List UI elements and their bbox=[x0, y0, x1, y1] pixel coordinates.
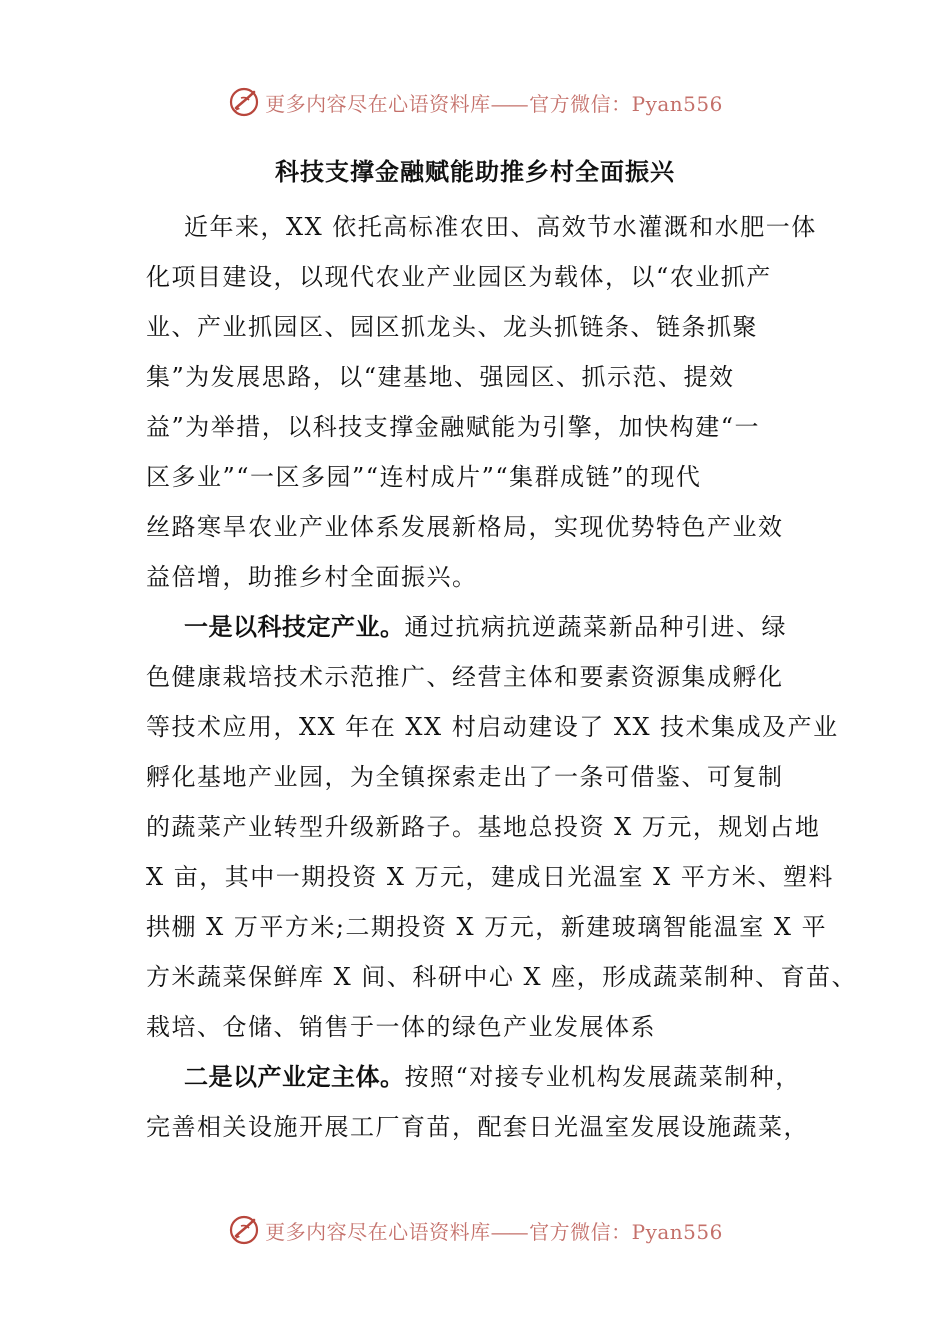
paragraph-line: X 亩，其中一期投资 X 万元，建成日光温室 X 平方米、塑料 bbox=[146, 863, 834, 891]
paragraph-line: 区多业”“一区多园”“连村成片”“集群成链”的现代 bbox=[146, 463, 702, 491]
paragraph-line: 栽培、仓储、销售于一体的绿色产业发展体系 bbox=[146, 1013, 656, 1041]
paragraph-line: 集”为发展思路，以“建基地、强园区、抓示范、提效 bbox=[146, 363, 735, 391]
watermark-text: 更多内容尽在心语资料库——官方微信：Pyan556 bbox=[265, 91, 723, 116]
paragraph-line: 益”为举措，以科技支撑金融赋能为引擎，加快构建“一 bbox=[146, 413, 761, 441]
paragraph-line: 业、产业抓园区、园区抓龙头、龙头抓链条、链条抓聚 bbox=[146, 313, 758, 341]
section-1-heading: 一是以科技定产业。 bbox=[184, 613, 405, 641]
section-1-first-line: 一是以科技定产业。通过抗病抗逆蔬菜新品种引进、绿 bbox=[184, 613, 787, 641]
wechat-id: Pyan556 bbox=[631, 1219, 723, 1244]
paragraph-line: 的蔬菜产业转型升级新路子。基地总投资 X 万元，规划占地 bbox=[146, 813, 821, 841]
footer-watermark-banner bbox=[0, 1208, 950, 1252]
watermark-text: 更多内容尽在心语资料库——官方微信：Pyan556 bbox=[265, 1219, 723, 1244]
document-title: 科技支撑金融赋能助推乡村全面振兴 bbox=[275, 158, 675, 186]
paragraph-line: 完善相关设施开展工厂育苗，配套日光温室发展设施蔬菜， bbox=[146, 1113, 809, 1141]
paragraph-line: 化项目建设，以现代农业产业园区为载体，以“农业抓产 bbox=[146, 263, 772, 291]
paragraph-line: 近年来，XX 依托高标准农田、高效节水灌溉和水肥一体 bbox=[184, 213, 817, 241]
paragraph-line: 色健康栽培技术示范推广、经营主体和要素资源集成孵化 bbox=[146, 663, 784, 691]
paragraph-line: 等技术应用，XX 年在 XX 村启动建设了 XX 技术集成及产业 bbox=[146, 713, 839, 741]
wechat-id: Pyan556 bbox=[631, 91, 723, 116]
paragraph-line: 拱棚 X 万平方米;二期投资 X 万元，新建玻璃智能温室 X 平 bbox=[146, 913, 828, 941]
document-body bbox=[146, 202, 858, 1152]
header-watermark-banner bbox=[0, 80, 950, 124]
paragraph-line: 益倍增，助推乡村全面振兴。 bbox=[146, 563, 478, 591]
pen-logo-icon bbox=[227, 85, 261, 119]
section-2-heading: 二是以产业定主体。 bbox=[184, 1063, 405, 1091]
pen-logo-icon bbox=[227, 1213, 261, 1247]
section-2-first-line: 二是以产业定主体。按照“对接专业机构发展蔬菜制种， bbox=[184, 1063, 801, 1091]
paragraph-line: 丝路寒旱农业产业体系发展新格局，实现优势特色产业效 bbox=[146, 513, 784, 541]
paragraph-line: 方米蔬菜保鲜库 X 间、科研中心 X 座，形成蔬菜制种、育苗、 bbox=[146, 963, 858, 991]
paragraph-line: 孵化基地产业园，为全镇探索走出了一条可借鉴、可复制 bbox=[146, 763, 784, 791]
